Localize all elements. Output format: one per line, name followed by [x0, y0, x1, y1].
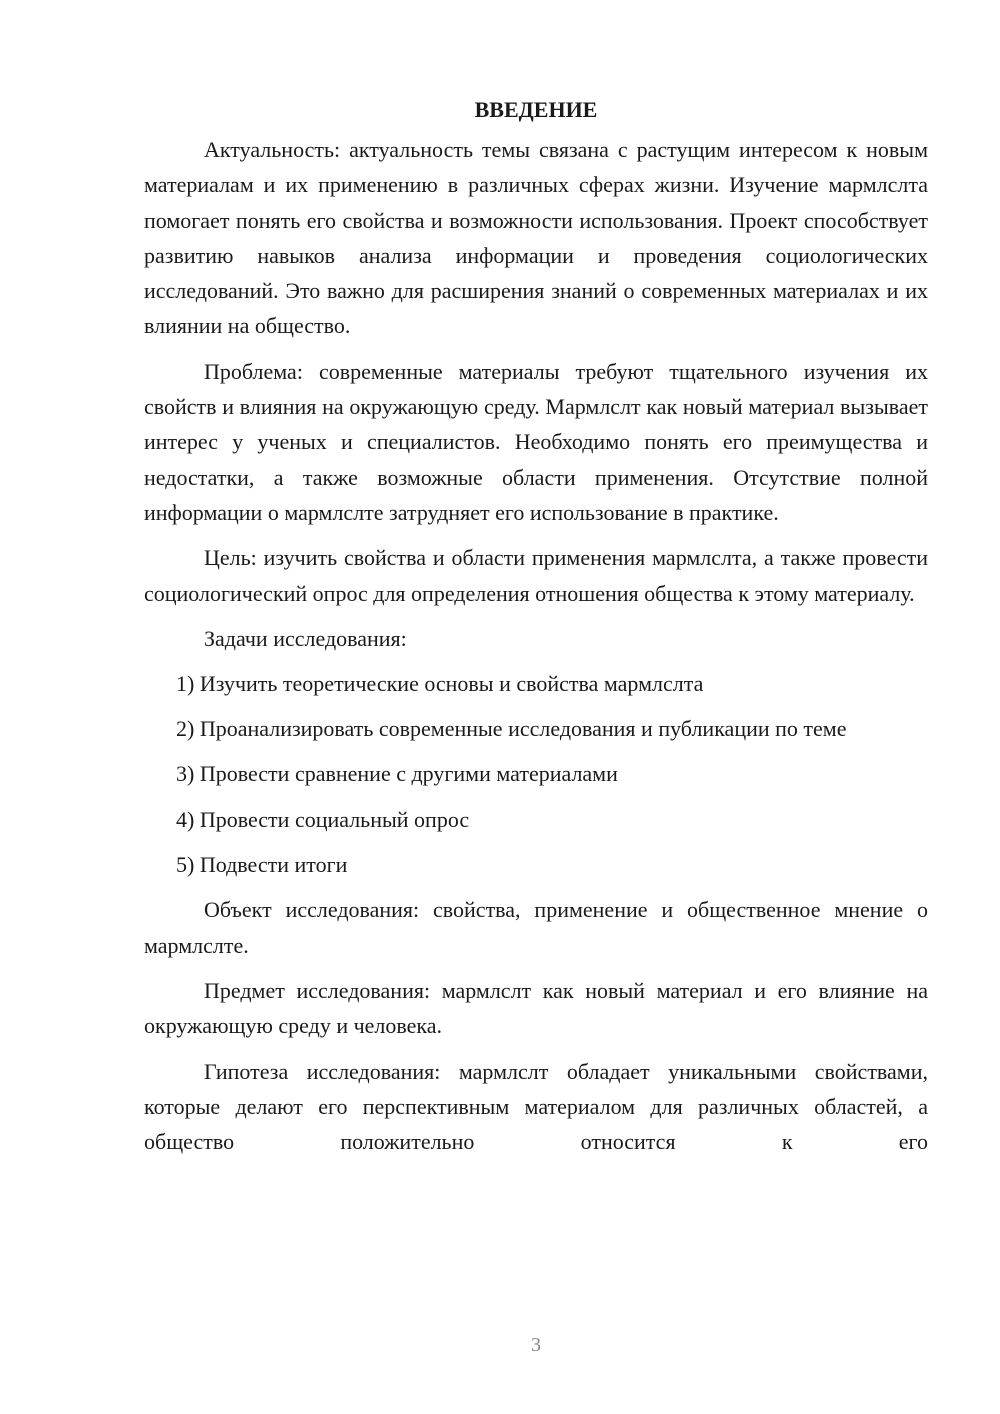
task-item: 1) Изучить теоретические основы и свойства мармлслта [176, 670, 704, 696]
page-number: 3 [531, 1334, 541, 1356]
hypothesis-paragraph: Гипотеза исследования: мармлслт обладает уникальными свойствами, которые делают его перспективным материалом для различных областей, а общество положительно относится к его [144, 1058, 928, 1155]
object-paragraph: Объект исследования: свойства, применение и общественное мнение о мармлслте. [144, 897, 928, 958]
task-item: 4) Провести социальный опрос [176, 806, 470, 832]
subject-paragraph: Предмет исследования: мармлслт как новый материал и его влияние на окружающую среду и человека. [144, 977, 928, 1039]
document-page [144, 92, 928, 1169]
task-item: 2) Проанализировать современные исследования и публикации по теме [176, 716, 847, 742]
task-item: 5) Подвести итоги [176, 852, 348, 878]
problem-paragraph: Проблема: современные материалы требуют тщательного изучения их свойств и влияния на окружающую среду. Мармлслт как новый материал вызывает интерес у ученых и специалистов. Необходимо понять его преимущества и недостатки, а также возможные области применения. Отсутствие полной информации о мармлслте затрудняет его использование в практике. [144, 358, 928, 525]
page-title: ВВЕДЕНИЕ [474, 97, 598, 122]
goal-paragraph: Цель: изучить свойства и области применения мармлслта, а также провести социологический опрос для определения отношения общества к этому материалу. [144, 545, 928, 606]
tasks-heading: Задачи исследования: [204, 625, 407, 651]
relevance-paragraph: Актуальность: актуальность темы связана с растущим интересом к новым материалам и их применению в различных сферах жизни. Изучение мармлслта помогает понять его свойства и возможности использования. Проект способствует развитию навыков анализа информации и проведения социологических исследований. Это важно для расширения знаний о современных материалах и их влиянии на общество. [144, 137, 928, 339]
task-item: 3) Провести сравнение с другими материалами [176, 761, 618, 787]
